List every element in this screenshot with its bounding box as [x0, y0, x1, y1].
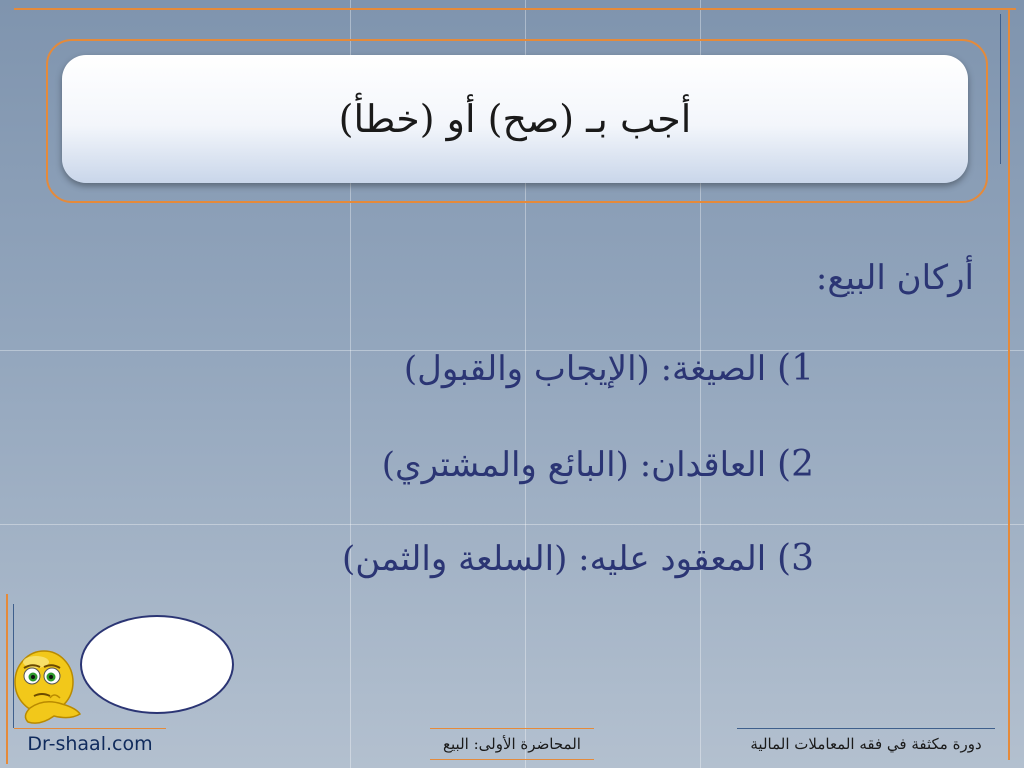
- section-heading: أركان البيع:: [815, 258, 974, 298]
- frame-line-right: [1008, 8, 1010, 760]
- footer-website: Dr-shaal.com: [14, 728, 166, 759]
- footer-course: دورة مكثفة في فقه المعاملات المالية: [737, 728, 995, 759]
- slide-title: أجب بـ (صح) أو (خطأ): [338, 97, 692, 141]
- thinking-smiley-icon: [10, 646, 86, 730]
- frame-line-right-inner: [1000, 14, 1001, 164]
- list-item-number: 2): [777, 444, 814, 485]
- list-item: [382, 444, 814, 485]
- list-item-text: الصيغة: (الإيجاب والقبول): [403, 349, 767, 389]
- frame-line-top: [14, 8, 1016, 10]
- list-item-text: العاقدان: (البائع والمشتري): [381, 445, 767, 485]
- title-box: [62, 55, 968, 183]
- footer-lecture: المحاضرة الأولى: البيع: [430, 728, 594, 760]
- answer-oval[interactable]: [80, 615, 234, 714]
- list-item: [404, 348, 814, 389]
- list-item: [342, 538, 814, 579]
- list-item-text: المعقود عليه: (السلعة والثمن): [341, 539, 767, 579]
- list-item-number: 1): [777, 348, 814, 389]
- frame-line-left: [6, 594, 8, 764]
- grid-line: [0, 524, 1024, 525]
- list-item-number: 3): [777, 538, 814, 579]
